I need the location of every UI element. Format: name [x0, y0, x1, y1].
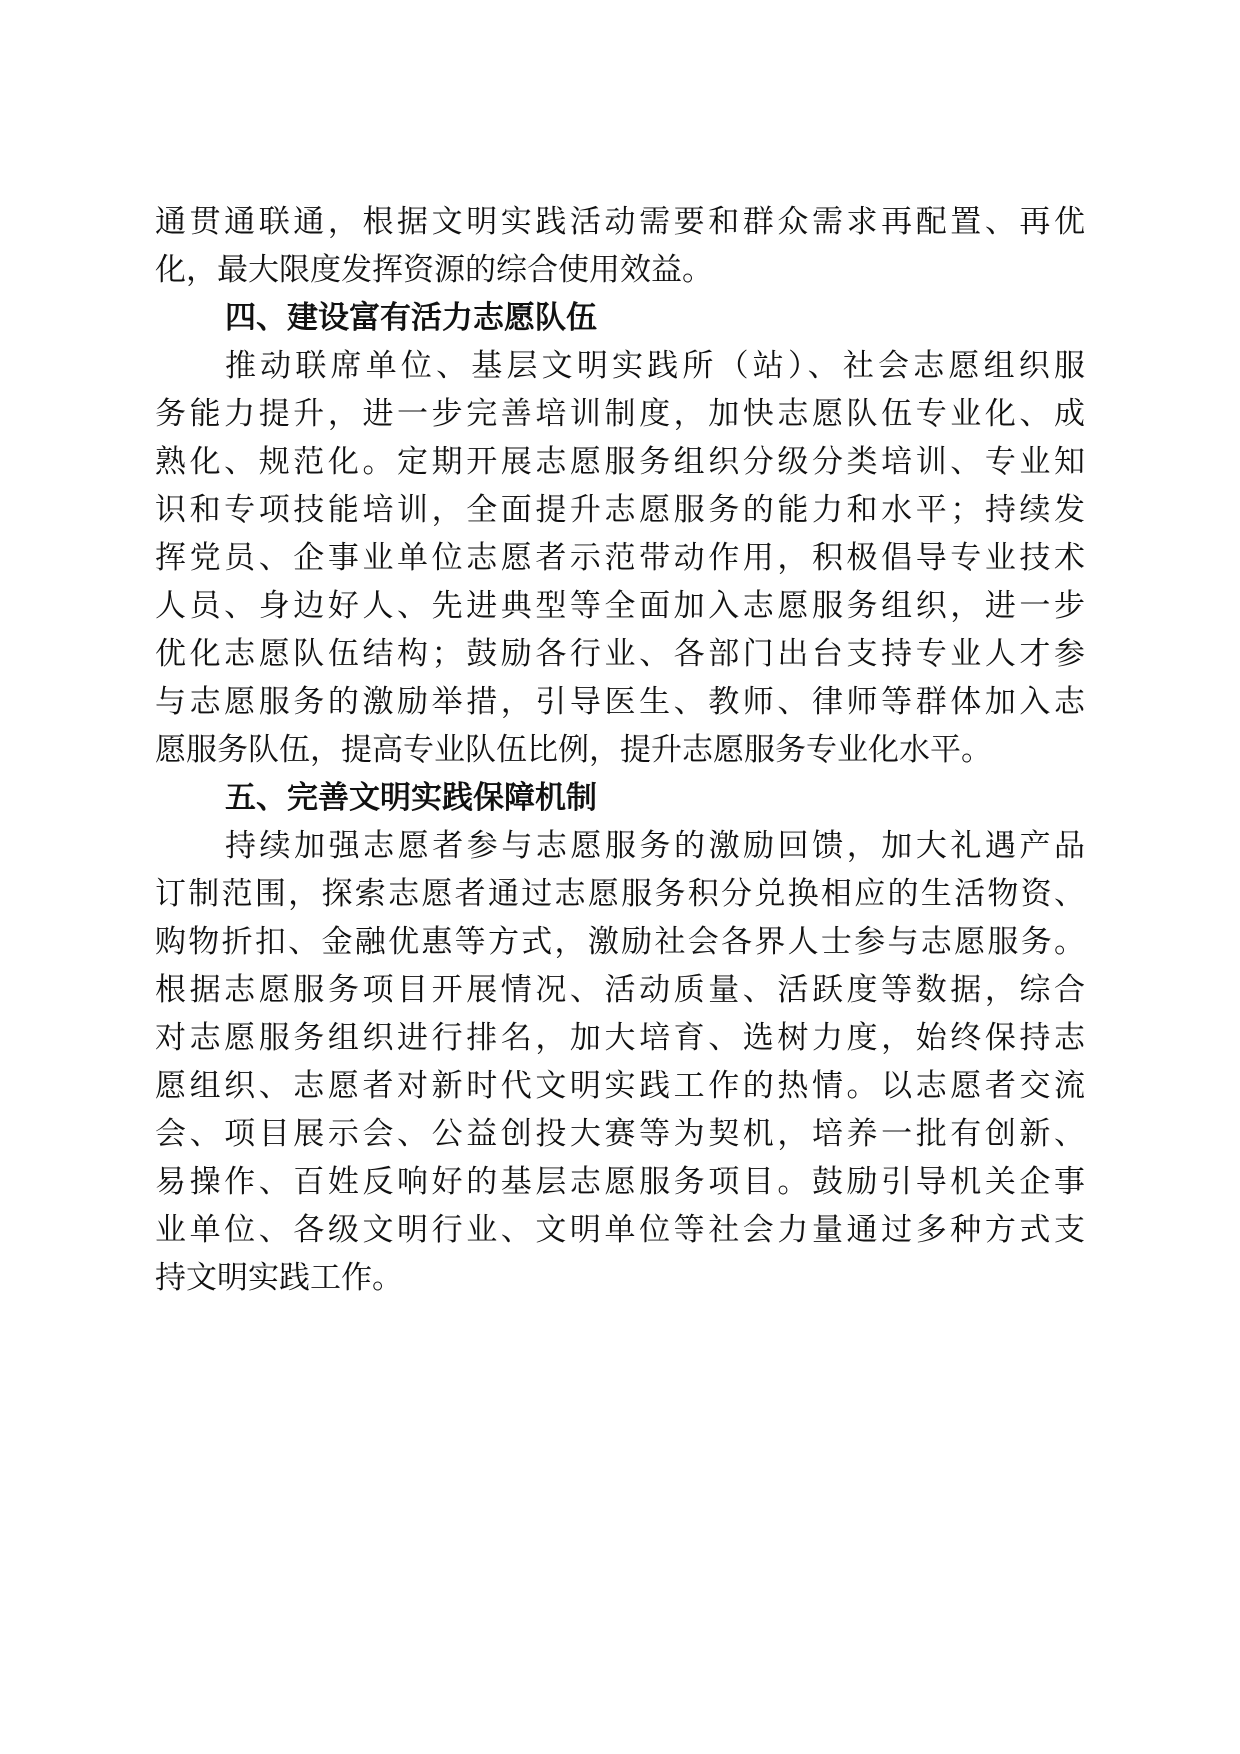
text-line: 挥党员、企事业单位志愿者示范带动作用，积极倡导专业技术	[155, 540, 1085, 576]
text-line: 务能力提升，进一步完善培训制度，加快志愿队伍专业化、成	[155, 396, 1085, 432]
text-line: 订制范围，探索志愿者通过志愿服务积分兑换相应的生活物资、	[155, 876, 1085, 912]
text-line: 优化志愿队伍结构；鼓励各行业、各部门出台支持专业人才参	[155, 636, 1085, 672]
text-line: 持续加强志愿者参与志愿服务的激励回馈，加大礼遇产品	[225, 828, 1085, 864]
document-body	[155, 198, 1085, 1302]
text-line: 与志愿服务的激励举措，引导医生、教师、律师等群体加入志	[155, 684, 1085, 720]
text-line: 熟化、规范化。定期开展志愿服务组织分级分类培训、专业知	[155, 444, 1085, 480]
text-line: 易操作、百姓反响好的基层志愿服务项目。鼓励引导机关企事	[155, 1164, 1085, 1200]
paragraph-continuation	[155, 198, 1085, 294]
text-line: 人员、身边好人、先进典型等全面加入志愿服务组织，进一步	[155, 588, 1085, 624]
section-4	[155, 294, 1085, 774]
text-line: 识和专项技能培训，全面提升志愿服务的能力和水平；持续发	[155, 492, 1085, 528]
text-line: 会、项目展示会、公益创投大赛等为契机，培养一批有创新、	[155, 1116, 1085, 1152]
text-line: 购物折扣、金融优惠等方式，激励社会各界人士参与志愿服务。	[155, 924, 1085, 960]
text-line: 愿组织、志愿者对新时代文明实践工作的热情。以志愿者交流	[155, 1068, 1085, 1104]
text-line: 化，最大限度发挥资源的综合使用效益。	[155, 252, 713, 288]
section-heading: 五、完善文明实践保障机制	[225, 780, 597, 816]
text-line: 根据志愿服务项目开展情况、活动质量、活跃度等数据，综合	[155, 972, 1085, 1008]
text-line: 持文明实践工作。	[155, 1260, 403, 1296]
text-line: 推动联席单位、基层文明实践所（站）、社会志愿组织服	[225, 348, 1085, 384]
text-line: 愿服务队伍，提高专业队伍比例，提升志愿服务专业化水平。	[155, 732, 992, 768]
section-heading: 四、建设富有活力志愿队伍	[225, 300, 597, 336]
text-line: 对志愿服务组织进行排名，加大培育、选树力度，始终保持志	[155, 1020, 1085, 1056]
text-line: 业单位、各级文明行业、文明单位等社会力量通过多种方式支	[155, 1212, 1085, 1248]
text-line: 通贯通联通，根据文明实践活动需要和群众需求再配置、再优	[155, 204, 1085, 240]
section-5	[155, 774, 1085, 1302]
